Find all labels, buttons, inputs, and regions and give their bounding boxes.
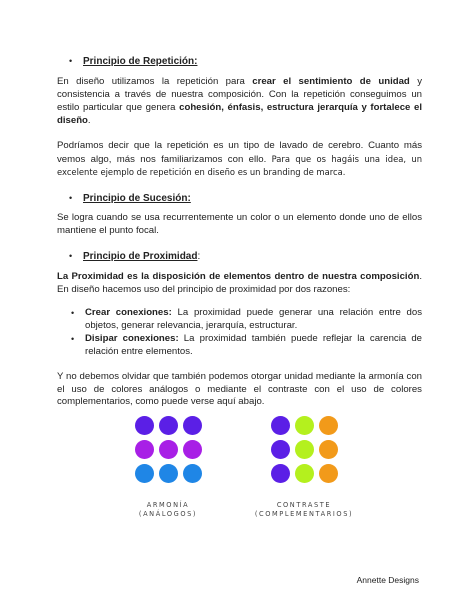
color-circle	[159, 440, 178, 459]
footer-text: Annette Designs	[356, 575, 419, 585]
color-circle	[159, 416, 178, 435]
text: y consistencia a través de nuestra composición. Con la repetición conseguimos un estilo particular que genera	[57, 76, 423, 113]
color-circle	[271, 440, 290, 459]
color-circle	[319, 440, 338, 459]
caption-line: (ANÁLOGOS)	[138, 510, 198, 518]
caption-armonia	[98, 501, 238, 519]
color-circle	[271, 416, 290, 435]
bold-text: La Proximidad es la disposición de elementos dentro de nuestra composición	[57, 271, 420, 283]
caption-contraste	[234, 501, 374, 519]
caption-line: ARMONÍA	[146, 501, 190, 509]
color-circle	[135, 440, 154, 459]
text: En diseño utilizamos la repetición para	[57, 76, 253, 87]
text: La proximidad puede generar una relación entre dos objetos, generar relevancia, jerarquía, estructurar.	[85, 306, 422, 331]
heading-proximidad	[69, 250, 422, 263]
bullet-icon: •	[71, 307, 75, 318]
color-circle	[183, 440, 202, 459]
paragraph-proximidad-2	[57, 371, 422, 410]
heading-text: Principio de Repetición:	[83, 56, 198, 67]
color-circle	[183, 416, 202, 435]
text: Y no debemos olvidar que también podemos otorgar unidad mediante la armonía con el uso de	[57, 370, 422, 395]
text: Podríamos decir que la repetición es un tipo de lavado de cerebro. Cuanto más vemos algo, más nos familiarizamos con ello.	[57, 139, 422, 165]
paragraph-repeticion-1	[57, 76, 422, 128]
heading-text: Principio de Proximidad	[83, 251, 198, 263]
text: .	[87, 114, 91, 126]
color-circle	[295, 416, 314, 435]
text: o mediante el contraste con el uso de colores complementarios, como puede verse aquí abajo.	[57, 383, 422, 408]
heading-colon: :	[197, 251, 201, 263]
color-figure	[0, 413, 474, 533]
paragraph-proximidad-1	[57, 271, 422, 297]
bold-text: crear el sentimiento de unidad	[252, 76, 410, 87]
color-circle	[183, 464, 202, 483]
color-circle	[159, 464, 178, 483]
list-item	[71, 332, 422, 359]
color-circle	[271, 464, 290, 483]
color-circle	[135, 464, 154, 483]
color-circle	[295, 440, 314, 459]
color-circle	[295, 464, 314, 483]
text: . En diseño hacemos uso del principio de proximidad por dos razones:	[57, 271, 422, 296]
bold-text: Disipar conexiones:	[85, 332, 179, 344]
contraste-circle-grid	[271, 416, 338, 483]
heading-sucesion	[69, 192, 422, 205]
list-item	[71, 306, 422, 333]
paragraph-sucesion: Se logra cuando se usa recurrentemente un color o un elemento donde uno de ellos mantiene el punto focal.	[57, 212, 422, 237]
text-alt-font: Para que os hagáis una idea, un excelente ejemplo de repetición en diseño es un branding de marca.	[57, 153, 423, 178]
caption-line: (COMPLEMENTARIOS)	[254, 510, 354, 518]
caption-line: CONTRASTE	[276, 501, 332, 509]
bullet-icon: •	[69, 193, 73, 204]
paragraph-repeticion-2	[57, 140, 422, 181]
text: La proximidad también puede reflejar la carencia de relación entre elementos.	[85, 332, 422, 357]
bullet-icon: •	[69, 251, 73, 262]
document-body	[57, 55, 422, 409]
proximidad-list	[57, 307, 422, 359]
bold-text: Crear conexiones:	[85, 306, 172, 318]
bullet-icon: •	[69, 56, 73, 66]
color-circle	[135, 416, 154, 435]
heading-repeticion	[69, 55, 422, 68]
heading-text: Principio de Sucesión:	[83, 193, 191, 205]
armonia-circle-grid	[135, 416, 202, 483]
text: colores análogos	[111, 383, 189, 395]
color-circle	[319, 416, 338, 435]
color-circle	[319, 464, 338, 483]
bold-text: cohesión, énfasis, estructura jerarquía y fortalece el diseño	[57, 101, 422, 126]
bullet-icon: •	[71, 333, 75, 344]
